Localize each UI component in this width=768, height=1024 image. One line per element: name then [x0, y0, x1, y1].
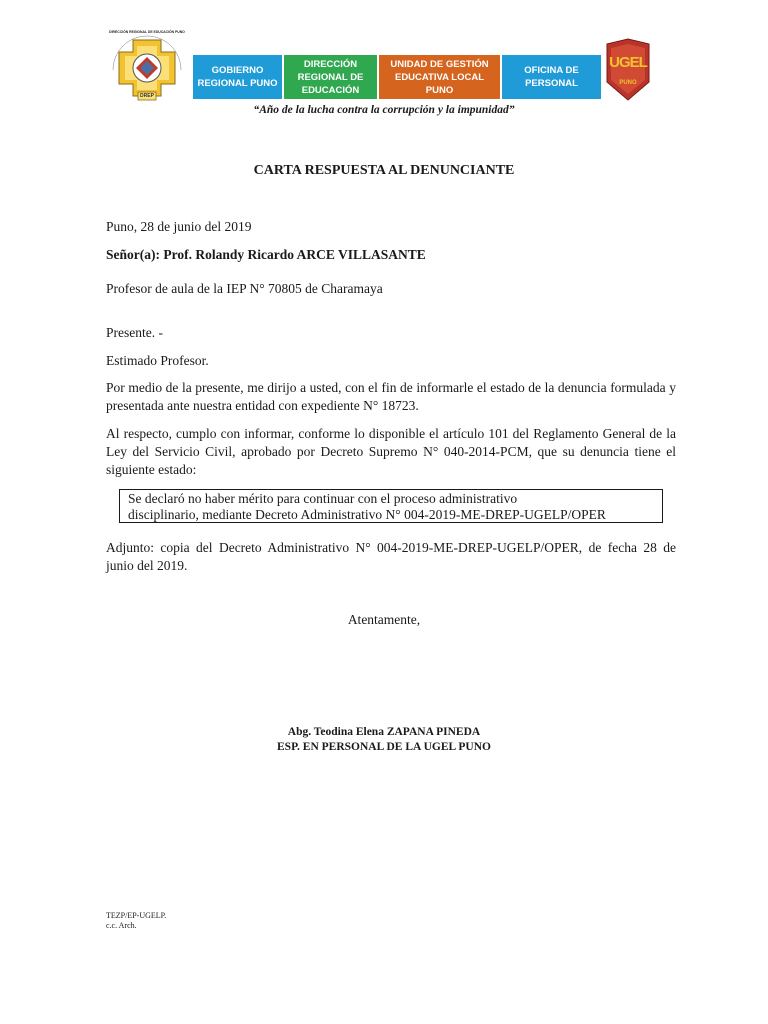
header-box-label: GOBIERNO REGIONAL PUNO: [197, 65, 278, 89]
logo-left-bottom: DREP: [140, 93, 154, 99]
header-box-gobierno: [193, 55, 282, 99]
header-box-ugel: [379, 55, 500, 99]
ugel-logo-sub: PUNO: [619, 80, 637, 86]
letter-date: Puno, 28 de junio del 2019: [106, 219, 252, 234]
letter-title: CARTA RESPUESTA AL DENUNCIANTE: [253, 163, 515, 178]
status-line-1: Se declaró no haber mérito para continuar con el proceso administrativo: [128, 491, 518, 506]
presente-line: Presente. -: [106, 325, 163, 340]
greeting: Estimado Profesor.: [106, 353, 209, 368]
header-box-oficina: [502, 55, 601, 99]
header-box-label: OFICINA DE PERSONAL: [524, 65, 579, 89]
status-line-2: disciplinario, mediante Decreto Administrativo N° 004-2019-ME-DREP-UGELP/OPER: [128, 507, 606, 522]
paragraph-intro: Por medio de la presente, me dirijo a usted, con el fin de informarle el estado de la denuncia formulada y presentada ante nuestra entidad con expediente N° 18723.: [106, 380, 676, 413]
status-box: [119, 489, 663, 523]
recipient-role: Profesor de aula de la IEP N° 70805 de Charamaya: [106, 281, 383, 296]
copy-archive: c.c. Arch.: [106, 921, 137, 930]
header-box-direccion: [284, 55, 377, 99]
header-box-label: UNIDAD DE GESTIÓN EDUCATIVA LOCAL PUNO: [390, 58, 489, 96]
header-box-label: DIRECCIÓN REGIONAL DE EDUCACIÓN: [297, 58, 364, 96]
reference-initials: TEZP/EP-UGELP.: [106, 911, 167, 920]
drep-logo: [107, 30, 187, 106]
year-motto: “Año de la lucha contra la corrupción y la impunidad”: [253, 104, 515, 116]
attachment-paragraph: Adjunto: copia del Decreto Administrativo N° 004-2019-ME-DREP-UGELP/OPER, de fecha 28 de junio del 2019.: [106, 540, 676, 573]
signer-title: ESP. EN PERSONAL DE LA UGEL PUNO: [277, 741, 491, 753]
ugel-logo: [603, 38, 653, 102]
logo-left-text: DIRECCIÓN REGIONAL DE EDUCACIÓN PUNO: [109, 30, 185, 34]
paragraph-respect: Al respecto, cumplo con informar, conforme lo disponible el artículo 101 del Reglamento General de la Ley del Servicio Civil, aprobado por Decreto Supremo N° 040-2014-PCM, que su denuncia tiene el siguiente estado:: [106, 426, 676, 477]
signer-name: Abg. Teodina Elena ZAPANA PINEDA: [287, 726, 481, 738]
ugel-logo-text: UGEL: [609, 54, 647, 71]
closing: Atentamente,: [347, 612, 421, 627]
recipient-line: Señor(a): Prof. Rolandy Ricardo ARCE VILLASANTE: [106, 247, 426, 262]
